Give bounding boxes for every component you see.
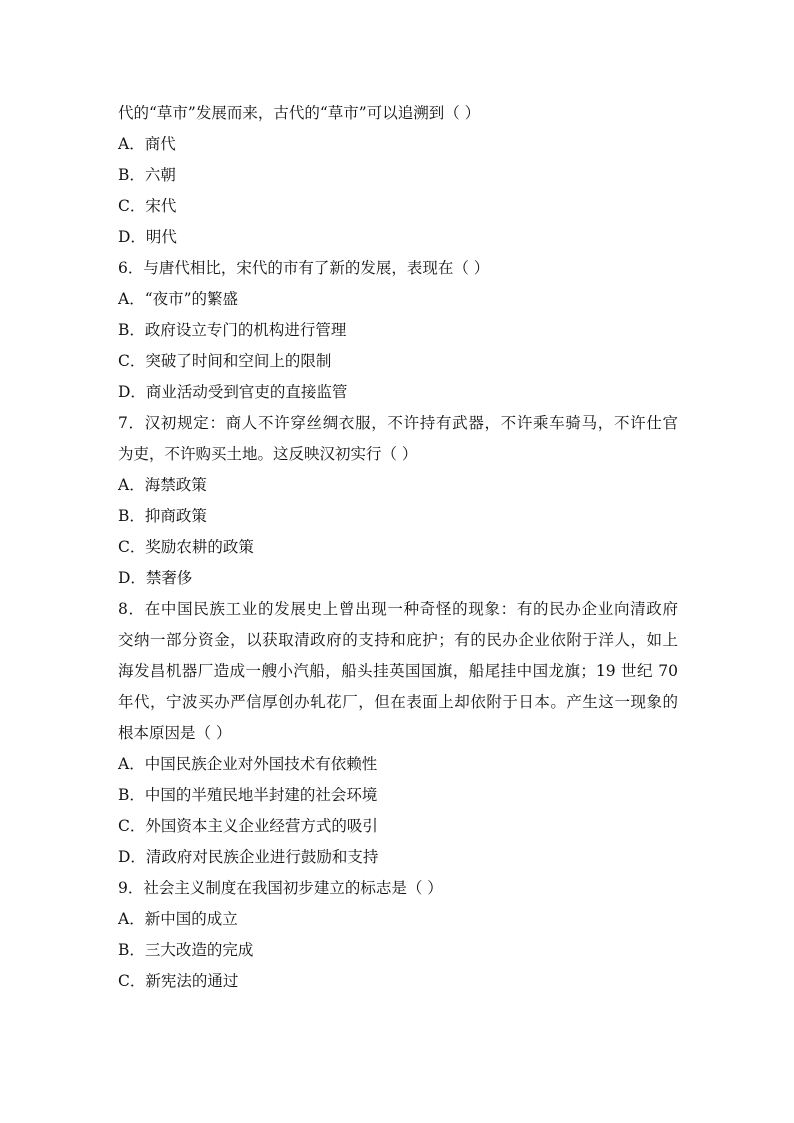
q9-option-c: C．新宪法的通过 xyxy=(118,972,239,990)
q8-option-a: A．中国民族企业对外国技术有依赖性 xyxy=(118,755,378,773)
question-8-stem-line-5: 根本原因是（ ） xyxy=(118,724,232,742)
q7-option-d: D．禁奢侈 xyxy=(118,569,193,587)
q7-option-b: B．抑商政策 xyxy=(118,507,207,525)
question-8-stem-line-1: 8．在中国民族工业的发展史上曾出现一种奇怪的现象：有的民办企业向清政府 xyxy=(118,600,678,618)
q6-option-c: C．突破了时间和空间上的限制 xyxy=(118,352,332,370)
q5-option-b: B．六朝 xyxy=(118,166,176,184)
question-8-stem-line-4: 年代，宁波买办严信厚创办轧花厂，但在表面上却依附于日本。产生这一现象的 xyxy=(118,693,678,711)
document-body xyxy=(118,98,678,997)
question-6-stem: 6．与唐代相比，宋代的市有了新的发展，表现在（ ） xyxy=(118,259,490,277)
q8-option-b: B．中国的半殖民地半封建的社会环境 xyxy=(118,786,378,804)
q5-option-c: C．宋代 xyxy=(118,197,177,215)
q7-option-c: C．奖励农耕的政策 xyxy=(118,538,254,556)
question-7-stem-line-2: 为吏，不许购买土地。这反映汉初实行（ ） xyxy=(118,445,418,463)
q9-option-a: A．新中国的成立 xyxy=(118,910,238,928)
q5-option-d: D．明代 xyxy=(118,228,177,246)
question-5-stem-continued: 代的“草市”发展而来，古代的“草市”可以追溯到（ ） xyxy=(118,104,481,122)
q6-option-d: D．商业活动受到官吏的直接监管 xyxy=(118,383,348,401)
q6-option-b: B．政府设立专门的机构进行管理 xyxy=(118,321,347,339)
q7-option-a: A．海禁政策 xyxy=(118,476,207,494)
q5-option-a: A．商代 xyxy=(118,135,176,153)
q8-option-c: C．外国资本主义企业经营方式的吸引 xyxy=(118,817,378,835)
question-9-stem: 9．社会主义制度在我国初步建立的标志是（ ） xyxy=(118,879,443,897)
question-8-stem-line-2: 交纳一部分资金，以获取清政府的支持和庇护；有的民办企业依附于洋人，如上 xyxy=(118,631,678,649)
q8-option-d: D．清政府对民族企业进行鼓励和支持 xyxy=(118,848,379,866)
question-7-stem-line-1: 7．汉初规定：商人不许穿丝绸衣服，不许持有武器，不许乘车骑马，不许仕官 xyxy=(118,414,678,432)
question-8-stem-line-3: 海发昌机器厂造成一艘小汽船，船头挂英国国旗，船尾挂中国龙旗；19 世纪 70 xyxy=(118,662,678,680)
q6-option-a: A．“夜市”的繁盛 xyxy=(118,290,239,308)
q9-option-b: B．三大改造的完成 xyxy=(118,941,254,959)
